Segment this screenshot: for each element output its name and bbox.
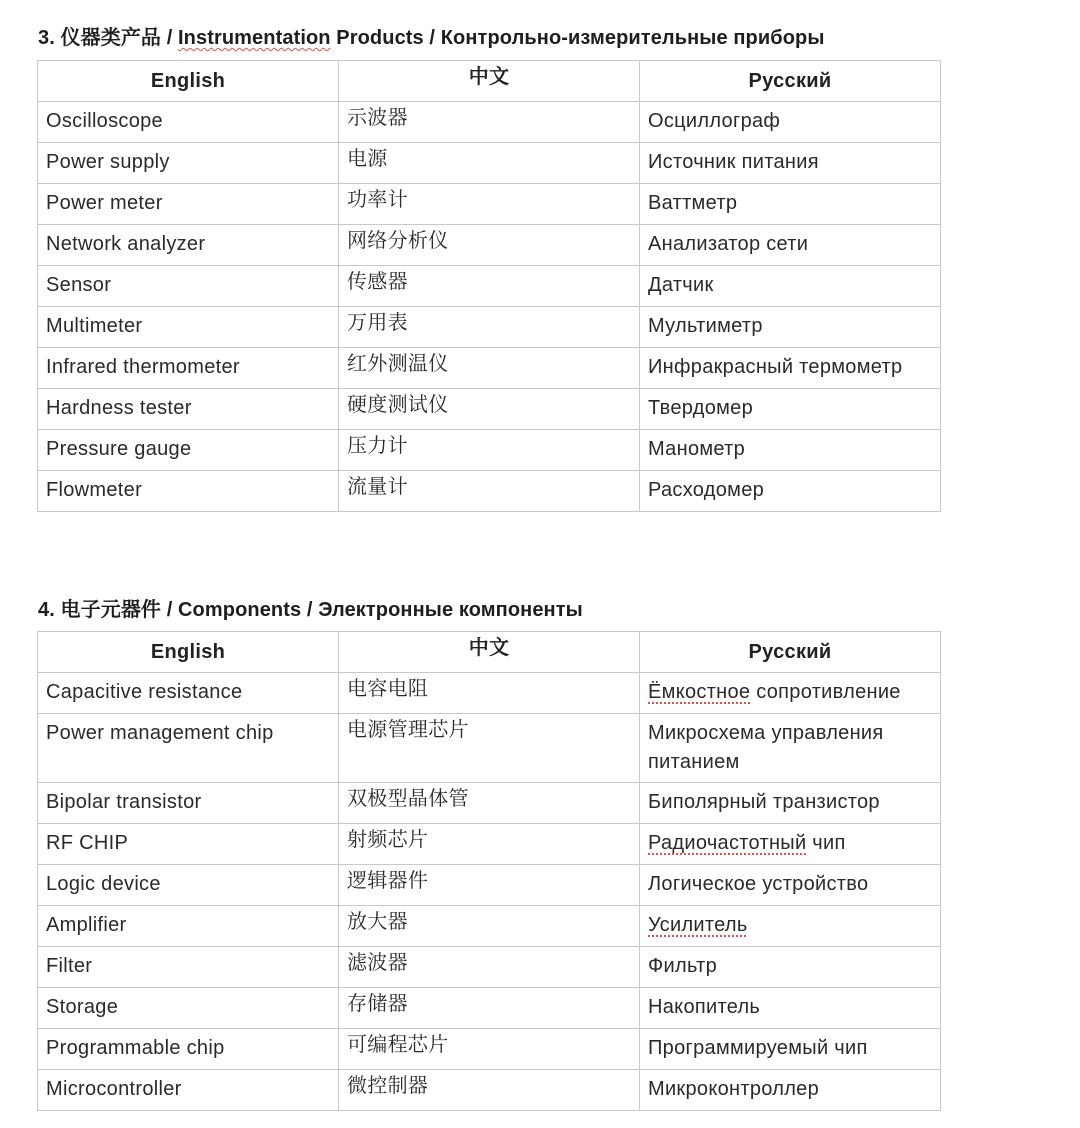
cell-english: Bipolar transistor (38, 783, 339, 824)
cell-english: Flowmeter (38, 471, 339, 512)
table-row (38, 102, 941, 143)
section-title-components: 4. 电子元器件 / Components / Электронные компоненты (38, 599, 583, 621)
cell-english: Amplifier (38, 906, 339, 947)
cell-russian-text-tail: чип (806, 832, 846, 854)
table-row (38, 865, 941, 906)
table-header-row (38, 632, 941, 673)
cell-english: Power meter (38, 184, 339, 225)
cell-chinese: 流量计 (339, 471, 640, 512)
cell-russian: Инфракрасный термометр (640, 348, 941, 389)
cell-russian: Осциллограф (640, 102, 941, 143)
cell-russian (640, 988, 941, 1029)
table-row (38, 783, 941, 824)
cell-english: Sensor (38, 266, 339, 307)
table-row (38, 143, 941, 184)
components-table (37, 631, 941, 1111)
cell-english: Capacitive resistance (38, 673, 339, 714)
table-row (38, 906, 941, 947)
cell-chinese: 放大器 (339, 906, 640, 947)
cell-chinese: 存储器 (339, 988, 640, 1029)
cell-russian (640, 1029, 941, 1070)
cell-russian (640, 673, 941, 714)
table-row (38, 1070, 941, 1111)
cell-chinese: 万用表 (339, 307, 640, 348)
cell-chinese: 红外测温仪 (339, 348, 640, 389)
cell-english: Infrared thermometer (38, 348, 339, 389)
cell-russian-text: Микросхема управления питанием (648, 722, 884, 773)
header-english: English (38, 61, 339, 102)
cell-russian (640, 906, 941, 947)
cell-russian: Твердомер (640, 389, 941, 430)
cell-russian: Расходомер (640, 471, 941, 512)
cell-chinese: 可编程芯片 (339, 1029, 640, 1070)
cell-english: Power management chip (38, 714, 339, 783)
cell-russian: Мультиметр (640, 307, 941, 348)
cell-russian-text: Программируемый чип (648, 1037, 868, 1059)
cell-russian (640, 783, 941, 824)
table-row (38, 673, 941, 714)
cell-russian-text: Биполярный транзистор (648, 791, 880, 813)
table-row (38, 266, 941, 307)
cell-chinese: 网络分析仪 (339, 225, 640, 266)
header-chinese: 中文 (339, 61, 640, 102)
header-russian: Русский (640, 61, 941, 102)
cell-english: Filter (38, 947, 339, 988)
cell-english: Storage (38, 988, 339, 1029)
cell-chinese: 滤波器 (339, 947, 640, 988)
cell-english: Network analyzer (38, 225, 339, 266)
table-row (38, 1029, 941, 1070)
table-row (38, 389, 941, 430)
cell-chinese: 电源 (339, 143, 640, 184)
table-row (38, 824, 941, 865)
cell-english: Oscilloscope (38, 102, 339, 143)
section-title-suffix: Products / Контрольно-измерительные приборы (330, 27, 825, 49)
table-row (38, 225, 941, 266)
cell-english: Pressure gauge (38, 430, 339, 471)
header-english: English (38, 632, 339, 673)
cell-russian-text: Фильтр (648, 955, 717, 977)
table-row (38, 307, 941, 348)
spellcheck-marked-word: Ёмкостное (648, 681, 751, 703)
cell-russian: Анализатор сети (640, 225, 941, 266)
cell-chinese: 传感器 (339, 266, 640, 307)
header-russian: Русский (640, 632, 941, 673)
cell-russian: Источник питания (640, 143, 941, 184)
cell-english: Logic device (38, 865, 339, 906)
cell-english: RF CHIP (38, 824, 339, 865)
cell-chinese: 电源管理芯片 (339, 714, 640, 783)
cell-russian: Датчик (640, 266, 941, 307)
cell-chinese: 硬度测试仪 (339, 389, 640, 430)
cell-english: Power supply (38, 143, 339, 184)
section-title-prefix: 3. 仪器类产品 / (38, 27, 179, 49)
cell-russian-text: Микроконтроллер (648, 1078, 820, 1100)
cell-chinese: 逻辑器件 (339, 865, 640, 906)
cell-russian (640, 865, 941, 906)
section-title-instrumentation (38, 21, 825, 50)
spellcheck-marked-word: Усилитель (648, 914, 748, 936)
cell-chinese: 功率计 (339, 184, 640, 225)
table-row (38, 184, 941, 225)
cell-russian (640, 714, 941, 783)
table-row (38, 714, 941, 783)
cell-russian: Манометр (640, 430, 941, 471)
table-row (38, 430, 941, 471)
cell-russian-text-tail: сопротивление (750, 681, 901, 703)
section-title-spellcheck-word: Instrumentation (178, 27, 331, 49)
cell-chinese: 电容电阻 (339, 673, 640, 714)
cell-chinese: 示波器 (339, 102, 640, 143)
instrumentation-table (37, 60, 941, 512)
cell-russian (640, 824, 941, 865)
cell-russian: Ваттметр (640, 184, 941, 225)
cell-english: Programmable chip (38, 1029, 339, 1070)
cell-chinese: 压力计 (339, 430, 640, 471)
cell-russian (640, 1070, 941, 1111)
cell-russian (640, 947, 941, 988)
table-row (38, 348, 941, 389)
cell-english: Hardness tester (38, 389, 339, 430)
cell-chinese: 微控制器 (339, 1070, 640, 1111)
cell-chinese: 双极型晶体管 (339, 783, 640, 824)
cell-chinese: 射频芯片 (339, 824, 640, 865)
cell-russian-text: Накопитель (648, 996, 761, 1018)
spellcheck-marked-word: Радиочастотный (648, 832, 807, 854)
cell-russian-text: Логическое устройство (648, 873, 869, 895)
table-row (38, 947, 941, 988)
table-row (38, 988, 941, 1029)
table-row (38, 471, 941, 512)
table-header-row (38, 61, 941, 102)
header-chinese: 中文 (339, 632, 640, 673)
cell-english: Microcontroller (38, 1070, 339, 1111)
cell-english: Multimeter (38, 307, 339, 348)
